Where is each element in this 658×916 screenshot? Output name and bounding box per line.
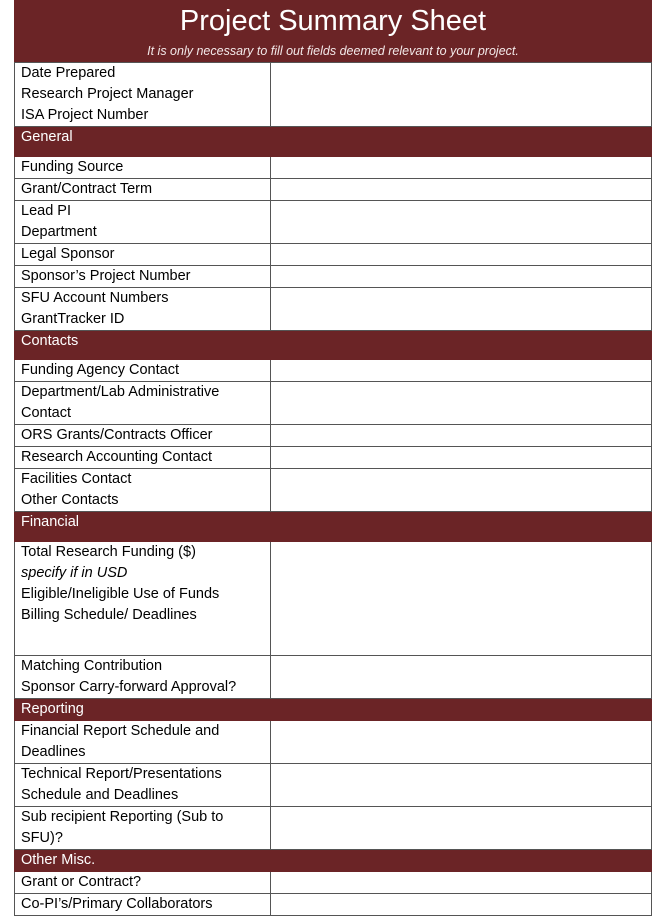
- field-value-cell[interactable]: [271, 288, 652, 331]
- field-label: Sponsor’s Project Number: [21, 268, 191, 284]
- field-value-cell[interactable]: [271, 807, 652, 850]
- field-labels: [15, 244, 271, 266]
- field-labels: [15, 764, 271, 807]
- form-row: [15, 201, 652, 244]
- form-row: [15, 447, 652, 469]
- section-header: [15, 127, 652, 157]
- field-label: Department: [21, 224, 97, 240]
- field-value-cell[interactable]: [271, 63, 652, 127]
- field-value-cell[interactable]: [271, 157, 652, 179]
- form-row: [15, 244, 652, 266]
- field-value-cell[interactable]: [271, 656, 652, 699]
- summary-table: [14, 62, 652, 916]
- field-labels: [15, 894, 271, 916]
- section-title: Financial: [15, 512, 652, 542]
- field-label: Co-PI’s/Primary Collaborators: [21, 896, 213, 912]
- field-label: SFU)?: [21, 830, 63, 846]
- section-title: Other Misc.: [15, 850, 652, 872]
- field-label: Research Project Manager: [21, 86, 194, 102]
- field-value-cell[interactable]: [271, 201, 652, 244]
- form-row: [15, 872, 652, 894]
- field-value-cell[interactable]: [271, 425, 652, 447]
- form-row: [15, 63, 652, 127]
- field-label: Legal Sponsor: [21, 246, 115, 262]
- section-header: [15, 699, 652, 721]
- field-labels: [15, 447, 271, 469]
- section-header: [15, 850, 652, 872]
- field-value-cell[interactable]: [271, 447, 652, 469]
- section-header: [15, 512, 652, 542]
- field-labels: [15, 382, 271, 425]
- field-label: Sponsor Carry-forward Approval?: [21, 679, 237, 695]
- field-labels: [15, 288, 271, 331]
- field-label: Date Prepared: [21, 65, 116, 81]
- field-label: Funding Source: [21, 159, 124, 175]
- field-label: Facilities Contact: [21, 471, 132, 487]
- field-label: Eligible/Ineligible Use of Funds: [21, 586, 220, 602]
- field-label: Sub recipient Reporting (Sub to: [21, 809, 224, 825]
- form-row: [15, 656, 652, 699]
- field-label: Contact: [21, 405, 71, 421]
- field-labels: [15, 63, 271, 127]
- field-label: Department/Lab Administrative: [21, 384, 220, 400]
- field-labels: [15, 179, 271, 201]
- project-summary-sheet: [14, 0, 652, 916]
- field-value-cell[interactable]: [271, 179, 652, 201]
- field-label: SFU Account Numbers: [21, 290, 169, 306]
- field-label: Other Contacts: [21, 492, 119, 508]
- form-row: [15, 288, 652, 331]
- form-row: [15, 157, 652, 179]
- form-row: [15, 179, 652, 201]
- field-value-cell[interactable]: [271, 872, 652, 894]
- field-value-cell[interactable]: [271, 382, 652, 425]
- field-value-cell[interactable]: [271, 764, 652, 807]
- field-labels: [15, 360, 271, 382]
- field-labels: [15, 425, 271, 447]
- field-label: Financial Report Schedule and: [21, 723, 220, 739]
- field-label: Funding Agency Contact: [21, 362, 179, 378]
- field-label: Deadlines: [21, 744, 86, 760]
- field-labels: [15, 542, 271, 656]
- field-label: ORS Grants/Contracts Officer: [21, 427, 213, 443]
- field-label: Billing Schedule/ Deadlines: [21, 607, 197, 623]
- field-labels: [15, 157, 271, 179]
- field-label: ISA Project Number: [21, 107, 149, 123]
- field-labels: [15, 807, 271, 850]
- field-label: Schedule and Deadlines: [21, 787, 179, 803]
- field-label: GrantTracker ID: [21, 311, 125, 327]
- section-header: [15, 331, 652, 360]
- field-label: specify if in USD: [21, 565, 128, 581]
- field-label: Matching Contribution: [21, 658, 163, 674]
- field-label: Total Research Funding ($): [21, 544, 196, 560]
- field-labels: [15, 721, 271, 764]
- form-row: [15, 721, 652, 764]
- field-labels: [15, 469, 271, 512]
- form-row: [15, 894, 652, 916]
- form-row: [15, 266, 652, 288]
- field-labels: [15, 656, 271, 699]
- field-label: Grant or Contract?: [21, 874, 142, 890]
- section-title: Contacts: [15, 331, 652, 360]
- field-labels: [15, 872, 271, 894]
- page-title: Project Summary Sheet: [179, 5, 487, 37]
- field-value-cell[interactable]: [271, 894, 652, 916]
- field-labels: [15, 266, 271, 288]
- field-value-cell[interactable]: [271, 360, 652, 382]
- field-value-cell[interactable]: [271, 542, 652, 656]
- field-label: Technical Report/Presentations: [21, 766, 222, 782]
- field-label: Research Accounting Contact: [21, 449, 213, 465]
- header-banner: [14, 0, 652, 62]
- form-row: [15, 469, 652, 512]
- field-value-cell[interactable]: [271, 244, 652, 266]
- form-row: [15, 425, 652, 447]
- form-row: [15, 807, 652, 850]
- section-title: General: [15, 127, 652, 157]
- field-label: Lead PI: [21, 203, 71, 219]
- field-labels: [15, 201, 271, 244]
- field-value-cell[interactable]: [271, 266, 652, 288]
- form-row: [15, 382, 652, 425]
- form-row: [15, 542, 652, 656]
- field-value-cell[interactable]: [271, 721, 652, 764]
- section-title: Reporting: [15, 699, 652, 721]
- page-subtitle: It is only necessary to fill out fields deemed relevant to your project.: [147, 44, 519, 58]
- form-row: [15, 360, 652, 382]
- field-value-cell[interactable]: [271, 469, 652, 512]
- form-row: [15, 764, 652, 807]
- field-label: Grant/Contract Term: [21, 181, 153, 197]
